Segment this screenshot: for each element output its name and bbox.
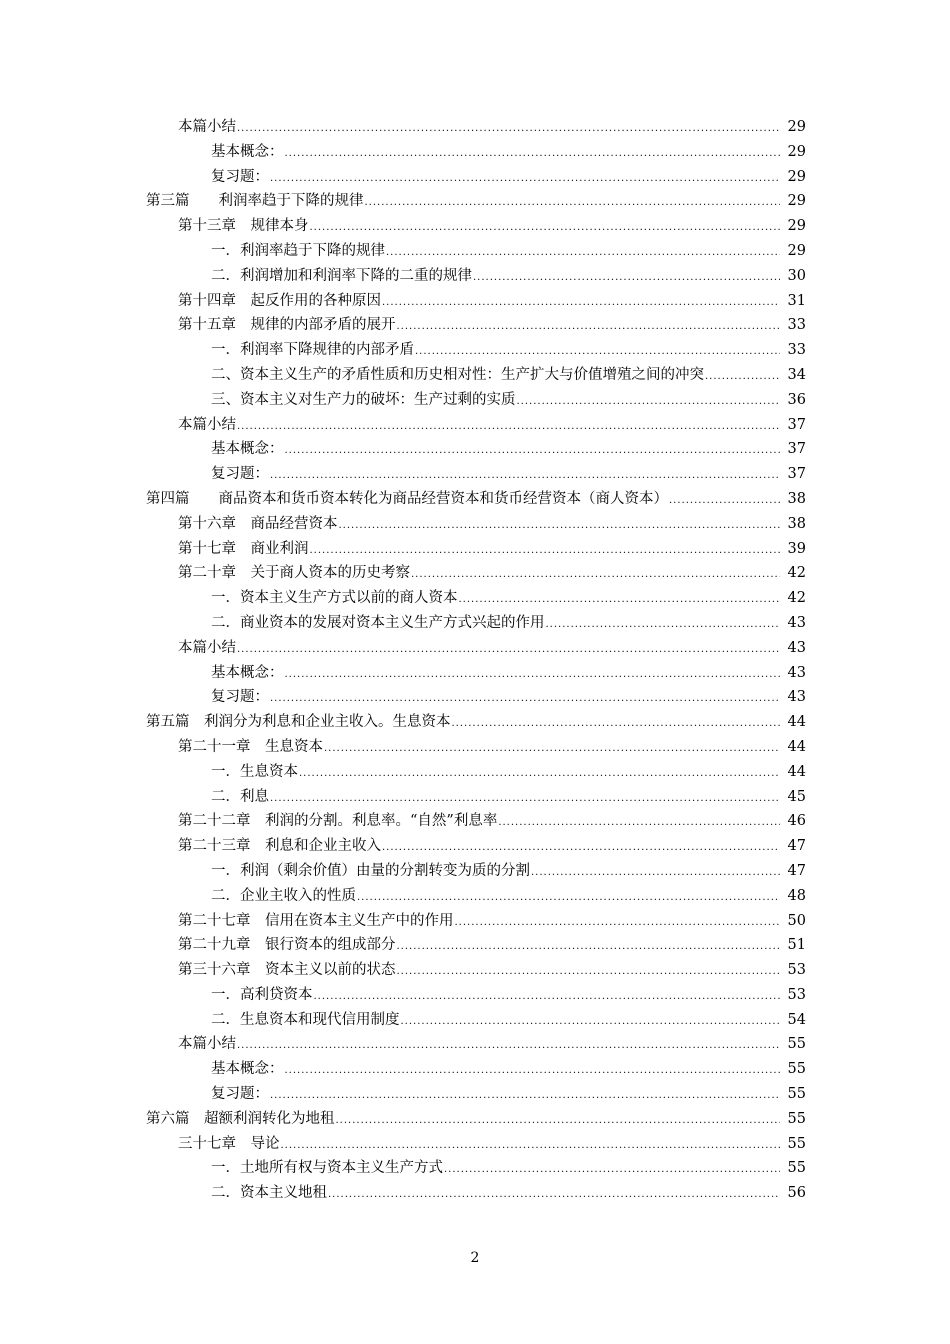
toc-entry-title: 复习题： <box>211 466 269 483</box>
toc-entry-page: 55 <box>787 1135 806 1152</box>
toc-entry[interactable] <box>0 933 950 958</box>
toc-dot-leader <box>336 1109 781 1134</box>
toc-dot-leader <box>299 762 780 787</box>
toc-dot-leader <box>669 489 780 514</box>
toc-dot-leader <box>314 985 781 1010</box>
toc-dot-leader <box>357 886 780 911</box>
toc-dot-leader <box>270 464 780 489</box>
toc-entry[interactable] <box>0 958 950 983</box>
toc-entry-title: 第十三章 规律本身 <box>178 218 309 235</box>
toc-entry[interactable] <box>0 214 950 239</box>
toc-entry-title: 第十七章 商业利润 <box>178 540 309 557</box>
toc-dot-leader <box>455 911 781 936</box>
toc-entry[interactable] <box>0 1181 950 1206</box>
toc-entry[interactable] <box>0 1132 950 1157</box>
toc-entry[interactable] <box>0 636 950 661</box>
toc-entry-title: 复习题： <box>211 1086 269 1103</box>
toc-entry-page: 48 <box>787 887 806 904</box>
toc-entry[interactable] <box>0 760 950 785</box>
toc-dot-leader <box>328 1183 780 1208</box>
toc-entry[interactable] <box>0 165 950 190</box>
toc-entry-page: 29 <box>787 218 806 235</box>
toc-entry-title: 基本概念： <box>211 664 284 681</box>
toc-dot-leader <box>397 315 781 340</box>
toc-entry[interactable] <box>0 735 950 760</box>
toc-entry-page: 43 <box>787 689 806 706</box>
toc-dot-leader <box>285 663 781 688</box>
toc-entry-title: 二、资本主义生产的矛盾性质和历史相对性：生产扩大与价值增殖之间的冲突 <box>211 366 704 383</box>
toc-entry-title: 复习题： <box>211 689 269 706</box>
toc-dot-leader <box>386 241 780 266</box>
toc-dot-leader <box>415 340 780 365</box>
toc-entry-title: 基本概念： <box>211 441 284 458</box>
toc-entry-page: 31 <box>787 292 806 309</box>
toc-entry-page: 37 <box>787 466 806 483</box>
toc-entry[interactable] <box>0 413 950 438</box>
toc-entry-title: 第六篇 超额利润转化为地租 <box>146 1110 335 1127</box>
toc-dot-leader <box>270 167 780 192</box>
toc-dot-leader <box>339 514 781 539</box>
toc-entry-page: 50 <box>787 912 806 929</box>
toc-entry-page: 56 <box>787 1185 806 1202</box>
toc-entry[interactable] <box>0 859 950 884</box>
toc-entry-title: 第二十九章 银行资本的组成部分 <box>178 937 396 954</box>
toc-dot-leader <box>285 439 781 464</box>
toc-dot-leader <box>397 935 781 960</box>
toc-entry-page: 33 <box>787 342 806 359</box>
toc-dot-leader <box>401 1010 781 1035</box>
toc-entry-title: 本篇小结 <box>178 119 236 135</box>
toc-entry-title: 二．生息资本和现代信用制度 <box>211 1011 400 1028</box>
toc-dot-leader <box>237 415 780 440</box>
toc-entry-page: 54 <box>787 1011 806 1028</box>
toc-entry-title: 复习题： <box>211 168 269 185</box>
toc-dot-leader <box>444 1158 780 1183</box>
toc-entry[interactable] <box>0 785 950 810</box>
toc-entry-title: 第五篇 利润分为利息和企业主收入。生息资本 <box>146 714 451 731</box>
toc-entry[interactable] <box>0 115 950 140</box>
toc-dot-leader <box>452 712 781 737</box>
toc-entry-page: 44 <box>787 738 806 755</box>
toc-entry-title: 一．土地所有权与资本主义生产方式 <box>211 1160 443 1177</box>
toc-dot-leader <box>517 390 781 415</box>
toc-entry-title: 一．利润（剩余价值）由量的分割转变为质的分割 <box>211 862 530 879</box>
toc-dot-leader <box>285 1059 781 1084</box>
toc-entry[interactable] <box>0 437 950 462</box>
toc-dot-leader <box>531 861 780 886</box>
toc-entry-title: 第十五章 规律的内部矛盾的展开 <box>178 317 396 334</box>
toc-entry-page: 38 <box>787 490 806 507</box>
toc-entry[interactable] <box>0 809 950 834</box>
toc-entry[interactable] <box>0 239 950 264</box>
toc-entry-page: 43 <box>787 614 806 631</box>
toc-entry[interactable] <box>0 289 950 314</box>
toc-entry-page: 37 <box>787 441 806 458</box>
toc-entry[interactable] <box>0 586 950 611</box>
toc-entry-page: 53 <box>787 962 806 979</box>
toc-entry[interactable] <box>0 1032 950 1057</box>
toc-entry[interactable] <box>0 189 950 214</box>
toc-entry-title: 三十七章 导论 <box>178 1135 280 1152</box>
toc-dot-leader <box>498 811 780 836</box>
toc-dot-leader <box>365 191 781 216</box>
toc-entry[interactable] <box>0 1082 950 1107</box>
toc-dot-leader <box>411 563 780 588</box>
toc-entry[interactable] <box>0 1057 950 1082</box>
toc-entry-title: 一．利润率趋于下降的规律 <box>211 242 385 259</box>
toc-entry-page: 43 <box>787 639 806 656</box>
toc-entry[interactable] <box>0 363 950 388</box>
toc-dot-leader <box>473 266 780 291</box>
toc-entry-page: 29 <box>787 168 806 185</box>
toc-entry-title: 第三篇 利润率趋于下降的规律 <box>146 193 364 210</box>
toc-entry-title: 三、资本主义对生产力的破坏：生产过剩的实质 <box>211 391 516 408</box>
toc-dot-leader <box>237 117 780 142</box>
toc-entry-page: 29 <box>787 242 806 259</box>
toc-dot-leader <box>382 291 780 316</box>
toc-dot-leader <box>310 539 781 564</box>
toc-entry-page: 42 <box>787 590 806 607</box>
page-number: 2 <box>470 1250 480 1266</box>
toc-entry-page: 36 <box>787 391 806 408</box>
toc-entry[interactable] <box>0 884 950 909</box>
toc-entry-page: 29 <box>787 193 806 210</box>
toc-entry-title: 第二十三章 利息和企业主收入 <box>178 838 381 855</box>
toc-entry[interactable] <box>0 264 950 289</box>
toc-entry-page: 39 <box>787 540 806 557</box>
toc-entry-page: 45 <box>787 788 806 805</box>
toc-entry-title: 第十六章 商品经营资本 <box>178 515 338 532</box>
toc-entry[interactable] <box>0 462 950 487</box>
toc-entry-page: 38 <box>787 515 806 532</box>
toc-entry-title: 一．资本主义生产方式以前的商人资本 <box>211 590 458 607</box>
toc-dot-leader <box>459 588 781 613</box>
toc-dot-leader <box>270 787 780 812</box>
toc-entry-title: 二．商业资本的发展对资本主义生产方式兴起的作用 <box>211 614 545 631</box>
toc-entry[interactable] <box>0 685 950 710</box>
toc-entry[interactable] <box>0 512 950 537</box>
toc-entry[interactable] <box>0 909 950 934</box>
toc-entry-page: 55 <box>787 1061 806 1078</box>
toc-dot-leader <box>324 737 780 762</box>
toc-entry-title: 第二十七章 信用在资本主义生产中的作用 <box>178 912 454 929</box>
toc-entry-page: 42 <box>787 565 806 582</box>
toc-entry-page: 30 <box>787 267 806 284</box>
toc-entry-page: 37 <box>787 416 806 433</box>
toc-dot-leader <box>237 1034 780 1059</box>
toc-entry-page: 44 <box>787 763 806 780</box>
toc-entry[interactable] <box>0 1008 950 1033</box>
toc-entry-title: 基本概念： <box>211 143 284 160</box>
toc-entry-title: 第四篇 商品资本和货币资本转化为商品经营资本和货币经营资本（商人资本） <box>146 490 668 507</box>
toc-entry-page: 29 <box>787 119 806 135</box>
toc-entry-title: 第三十六章 资本主义以前的状态 <box>178 962 396 979</box>
toc-entry[interactable] <box>0 661 950 686</box>
table-of-contents <box>0 115 950 1206</box>
toc-entry-title: 本篇小结 <box>178 639 236 656</box>
toc-entry-page: 47 <box>787 862 806 879</box>
toc-entry-title: 第二十一章 生息资本 <box>178 738 323 755</box>
toc-entry-page: 29 <box>787 143 806 160</box>
toc-entry-page: 55 <box>787 1086 806 1103</box>
toc-entry[interactable] <box>0 561 950 586</box>
toc-entry[interactable] <box>0 537 950 562</box>
toc-entry[interactable] <box>0 313 950 338</box>
toc-dot-leader <box>397 960 781 985</box>
toc-dot-leader <box>270 1084 780 1109</box>
toc-entry-title: 第十四章 起反作用的各种原因 <box>178 292 381 309</box>
toc-dot-leader <box>237 638 780 663</box>
toc-entry-title: 第二十二章 利润的分割。利息率。“自然”利息率 <box>178 813 498 830</box>
toc-entry-page: 51 <box>787 937 806 954</box>
toc-entry-title: 二．企业主收入的性质 <box>211 887 356 904</box>
toc-entry-page: 53 <box>787 986 806 1003</box>
toc-dot-leader <box>270 687 780 712</box>
toc-dot-leader <box>285 142 781 167</box>
toc-dot-leader <box>281 1134 781 1159</box>
toc-entry[interactable] <box>0 388 950 413</box>
toc-entry[interactable] <box>0 338 950 363</box>
toc-dot-leader <box>546 613 781 638</box>
toc-dot-leader <box>705 365 780 390</box>
toc-entry-title: 一．生息资本 <box>211 763 298 780</box>
toc-entry-title: 二．利润增加和利润率下降的二重的规律 <box>211 267 472 284</box>
toc-entry[interactable] <box>0 1107 950 1132</box>
toc-entry-title: 基本概念： <box>211 1061 284 1078</box>
toc-entry-page: 55 <box>787 1160 806 1177</box>
toc-entry-page: 47 <box>787 838 806 855</box>
toc-dot-leader <box>382 836 780 861</box>
toc-entry-page: 46 <box>787 813 806 830</box>
toc-entry-page: 34 <box>787 366 806 383</box>
toc-entry[interactable] <box>0 710 950 735</box>
toc-entry[interactable] <box>0 140 950 165</box>
toc-entry-page: 43 <box>787 664 806 681</box>
toc-entry-page: 55 <box>787 1036 806 1053</box>
toc-entry[interactable] <box>0 1156 950 1181</box>
toc-entry[interactable] <box>0 983 950 1008</box>
toc-entry[interactable] <box>0 611 950 636</box>
toc-entry-title: 第二十章 关于商人资本的历史考察 <box>178 565 410 582</box>
toc-entry-title: 二．利息 <box>211 788 269 805</box>
toc-entry[interactable] <box>0 834 950 859</box>
toc-entry-page: 55 <box>787 1110 806 1127</box>
toc-entry-title: 二．资本主义地租 <box>211 1185 327 1202</box>
toc-dot-leader <box>310 216 781 241</box>
toc-entry-title: 一．高利贷资本 <box>211 986 313 1003</box>
toc-entry-title: 一．利润率下降规律的内部矛盾 <box>211 342 414 359</box>
toc-entry-title: 本篇小结 <box>178 1036 236 1053</box>
toc-entry-page: 44 <box>787 714 806 731</box>
toc-entry[interactable] <box>0 487 950 512</box>
toc-entry-page: 33 <box>787 317 806 334</box>
toc-entry-title: 本篇小结 <box>178 416 236 433</box>
